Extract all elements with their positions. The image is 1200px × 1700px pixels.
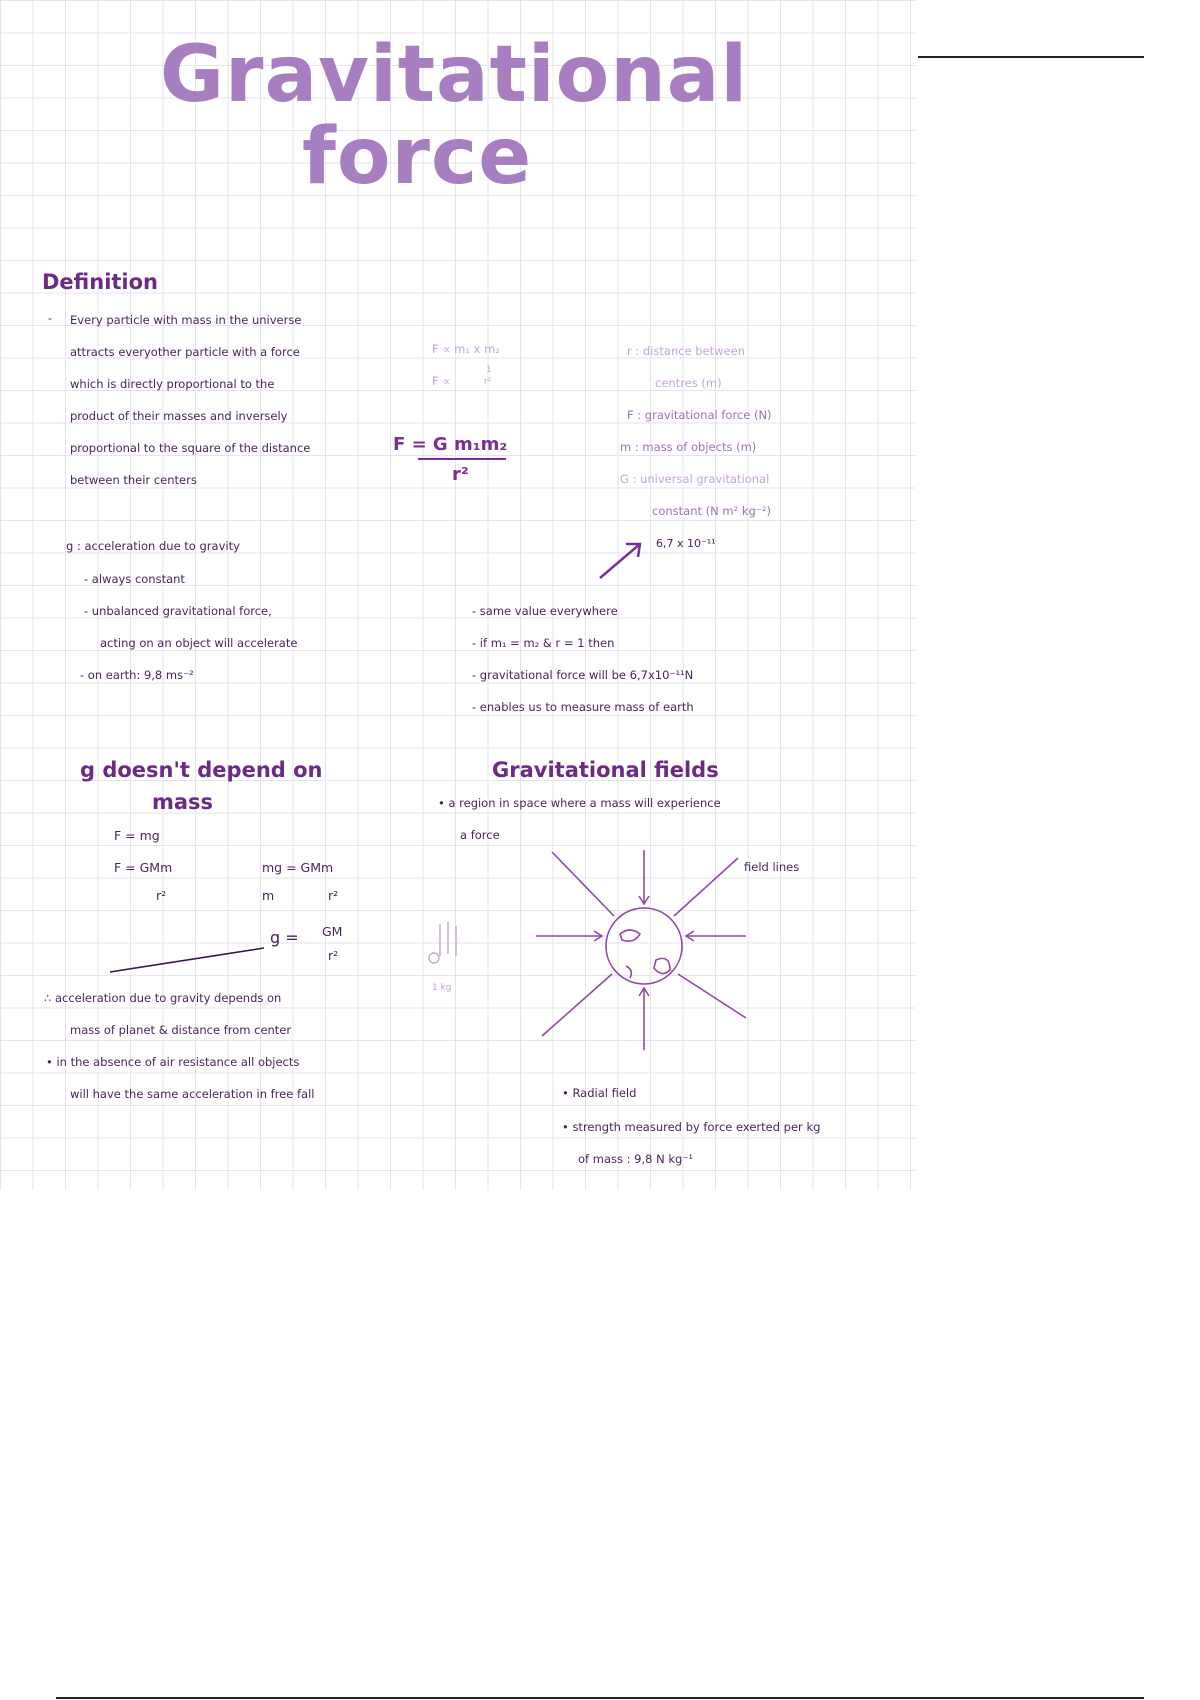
legend-line-3: F : gravitational force (N) — [627, 408, 772, 422]
G-notes-item-4: - enables us to measure mass of earth — [472, 700, 694, 714]
definition-line-1: Every particle with mass in the universe — [70, 313, 302, 327]
g-mass-derivation-line — [108, 944, 268, 974]
g-mass-conclusion-4: will have the same acceleration in free fall — [70, 1087, 315, 1101]
g-mass-eq2-den: r² — [156, 888, 167, 903]
fields-note-2: • strength measured by force exerted per kg — [562, 1120, 821, 1134]
g-mass-conclusion-1: ∴ acceleration due to gravity depends on — [44, 991, 282, 1005]
g-notes-item-4: - on earth: 9,8 ms⁻² — [80, 668, 194, 682]
field-lines-label: field lines — [744, 860, 800, 874]
fields-note-1: • Radial field — [562, 1086, 637, 1100]
bottom-rule — [56, 1697, 1144, 1699]
title-line1: Gravitational — [160, 30, 749, 120]
G-notes-item-1: - same value everywhere — [472, 604, 618, 618]
g-notes-item-3: acting on an object will accelerate — [100, 636, 298, 650]
g-notes-item-1: - always constant — [84, 572, 185, 586]
g-mass-eq3-m: m — [262, 888, 275, 903]
legend-line-4: m : mass of objects (m) — [620, 440, 757, 454]
definition-line-5: proportional to the square of the distance — [70, 441, 311, 455]
proportional-formula-2-den: r² — [484, 377, 492, 387]
legend-line-1: r : distance between — [627, 344, 746, 358]
fields-definition-line2: a force — [460, 828, 500, 842]
g-mass-heading-line1: g doesn't depend on — [80, 758, 323, 782]
test-mass-label: 1 kg — [432, 983, 452, 993]
G-notes-item-2: - if m₁ = m₂ & r = 1 then — [472, 636, 615, 650]
definition-bullet: - — [48, 311, 53, 325]
test-mass-icon — [424, 920, 468, 980]
g-mass-conclusion-2: mass of planet & distance from center — [70, 1023, 292, 1037]
g-mass-eq4-num: GM — [322, 924, 343, 939]
g-mass-heading-line2: mass — [152, 790, 214, 814]
earth-icon — [606, 908, 682, 984]
fields-note-3: of mass : 9,8 N kg⁻¹ — [578, 1152, 693, 1166]
definition-line-3: which is directly proportional to the — [70, 377, 275, 391]
main-formula-denominator: r² — [452, 464, 469, 485]
legend-line-2: centres (m) — [655, 376, 722, 390]
definition-line-6: between their centers — [70, 473, 197, 487]
g-notes-item-2: - unbalanced gravitational force, — [84, 604, 272, 618]
proportional-formula-2-num: 1 — [486, 365, 492, 375]
main-formula-fraction-bar — [418, 458, 506, 460]
G-notes-item-3: - gravitational force will be 6,7x10⁻¹¹N — [472, 668, 694, 682]
fields-definition-line1: • a region in space where a mass will experience — [438, 796, 721, 810]
definition-heading: Definition — [42, 270, 159, 294]
radial-field-diagram — [536, 840, 756, 1050]
arrow-to-constant-icon — [596, 538, 646, 582]
g-mass-conclusion-3: • in the absence of air resistance all objects — [46, 1055, 300, 1069]
g-mass-eq2: F = GMm — [114, 860, 173, 875]
legend-line-5: G : universal gravitational — [620, 472, 770, 486]
fields-heading: Gravitational fields — [492, 758, 719, 782]
g-constant-value: 6,7 x 10⁻¹¹ — [656, 537, 716, 550]
g-mass-eq3-den: r² — [328, 888, 339, 903]
g-mass-eq4-den: r² — [328, 948, 339, 963]
g-notes-intro: g : acceleration due to gravity — [66, 539, 240, 553]
legend-line-6: constant (N m² kg⁻²) — [652, 504, 771, 518]
definition-line-4: product of their masses and inversely — [70, 409, 288, 423]
g-mass-eq3: mg = GMm — [262, 860, 334, 875]
title-line2: force — [302, 112, 533, 202]
top-rule — [918, 56, 1144, 58]
main-formula-numerator: F = G m₁m₂ — [393, 434, 508, 455]
proportional-formula-2: F ∝ — [432, 374, 451, 388]
g-mass-eq4: g = — [270, 928, 299, 947]
proportional-formula-1: F ∝ m₁ x m₂ — [432, 342, 500, 356]
g-mass-eq1: F = mg — [114, 828, 160, 843]
definition-line-2: attracts everyother particle with a force — [70, 345, 300, 359]
